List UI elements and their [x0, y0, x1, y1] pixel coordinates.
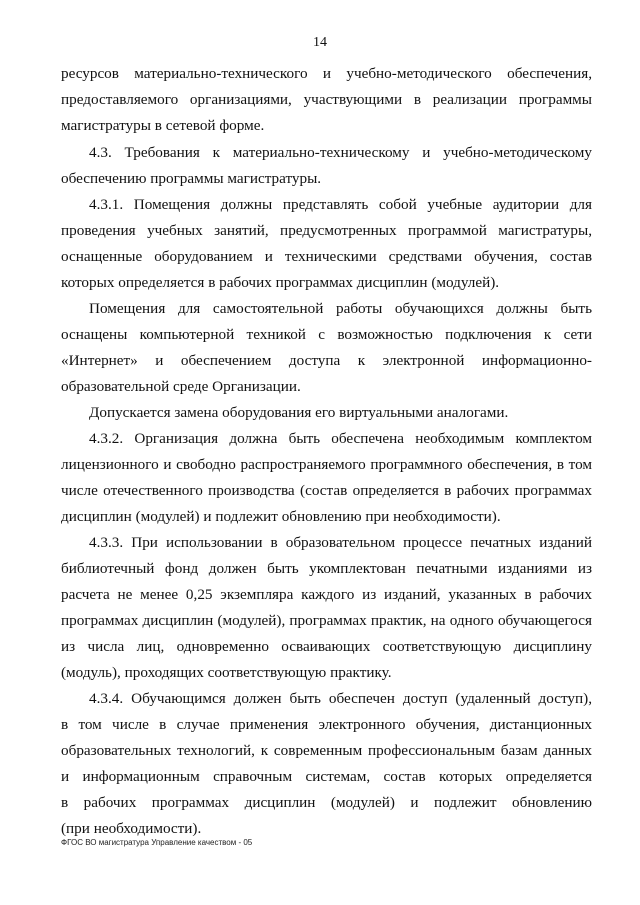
paragraph — [61, 140, 592, 192]
paragraph — [61, 61, 592, 139]
text-line: дисциплин (модулей) и подлежит обновлению при необходимости). — [61, 508, 501, 525]
text-line: «Интернет» и обеспечением доступа к электронной информационно- — [61, 352, 592, 369]
text-line: 4.3.3. При использовании в образовательном процессе печатных изданий — [89, 534, 592, 551]
text-line: 4.3.4. Обучающимся должен быть обеспечен доступ (удаленный доступ), — [89, 690, 592, 707]
text-line: 4.3.2. Организация должна быть обеспечена необходимым комплектом — [89, 430, 592, 447]
text-line: Помещения для самостоятельной работы обучающихся должны быть — [89, 300, 592, 317]
footer-text: ФГОС ВО магистратура Управление качеством - 05 — [61, 838, 253, 847]
text-line: из числа лиц, одновременно осваивающих соответствующую дисциплину — [61, 638, 592, 655]
text-line: расчета не менее 0,25 экземпляра каждого из изданий, указанных в рабочих — [61, 586, 592, 603]
text-line: предоставляемого организациями, участвующими в реализации программы — [61, 91, 592, 108]
paragraph — [61, 296, 592, 400]
text-line: магистратуры в сетевой форме. — [61, 117, 265, 134]
page-number: 14 — [313, 35, 327, 50]
text-line: числе отечественного производства (состав определяется в рабочих программах — [61, 482, 592, 499]
text-line: образовательных технологий, к современным профессиональным базам данных — [61, 742, 592, 759]
text-line: ресурсов материально-технического и учебно-методического обеспечения, — [61, 65, 592, 82]
text-line: оснащены компьютерной техникой с возможностью подключения к сети — [61, 326, 592, 343]
text-line: (модуль), проходящих соответствующую практику. — [61, 664, 392, 681]
text-line: оснащенные оборудованием и техническими средствами обучения, состав — [61, 248, 592, 265]
text-line: обеспечению программы магистратуры. — [61, 170, 322, 187]
paragraph — [61, 400, 592, 426]
text-line: 4.3. Требования к материально-техническому и учебно-методическому — [89, 144, 592, 161]
paragraph — [61, 530, 592, 686]
text-line: которых определяется в рабочих программах дисциплин (модулей). — [61, 274, 500, 291]
text-line: библиотечный фонд должен быть укомплектован печатными изданиями из — [61, 560, 592, 577]
text-line: 4.3.1. Помещения должны представлять собой учебные аудитории для — [89, 196, 592, 213]
paragraph — [61, 686, 592, 842]
text-line: образовательной среде Организации. — [61, 378, 301, 395]
text-line: Допускается замена оборудования его виртуальными аналогами. — [89, 404, 509, 421]
paragraph — [61, 192, 592, 296]
text-line: программах дисциплин (модулей), программах практик, на одного обучающегося — [61, 612, 592, 629]
text-line: проведения учебных занятий, предусмотренных программой магистратуры, — [61, 222, 592, 239]
text-line: и информационным справочным системам, состав которых определяется — [61, 768, 592, 785]
paragraph — [61, 426, 592, 530]
text-line: в рабочих программах дисциплин (модулей) и подлежит обновлению — [61, 794, 592, 811]
text-line: лицензионного и свободно распространяемого программного обеспечения, в том — [61, 456, 592, 473]
text-line: (при необходимости). — [61, 820, 202, 837]
text-line: в том числе в случае применения электронного обучения, дистанционных — [61, 716, 592, 733]
